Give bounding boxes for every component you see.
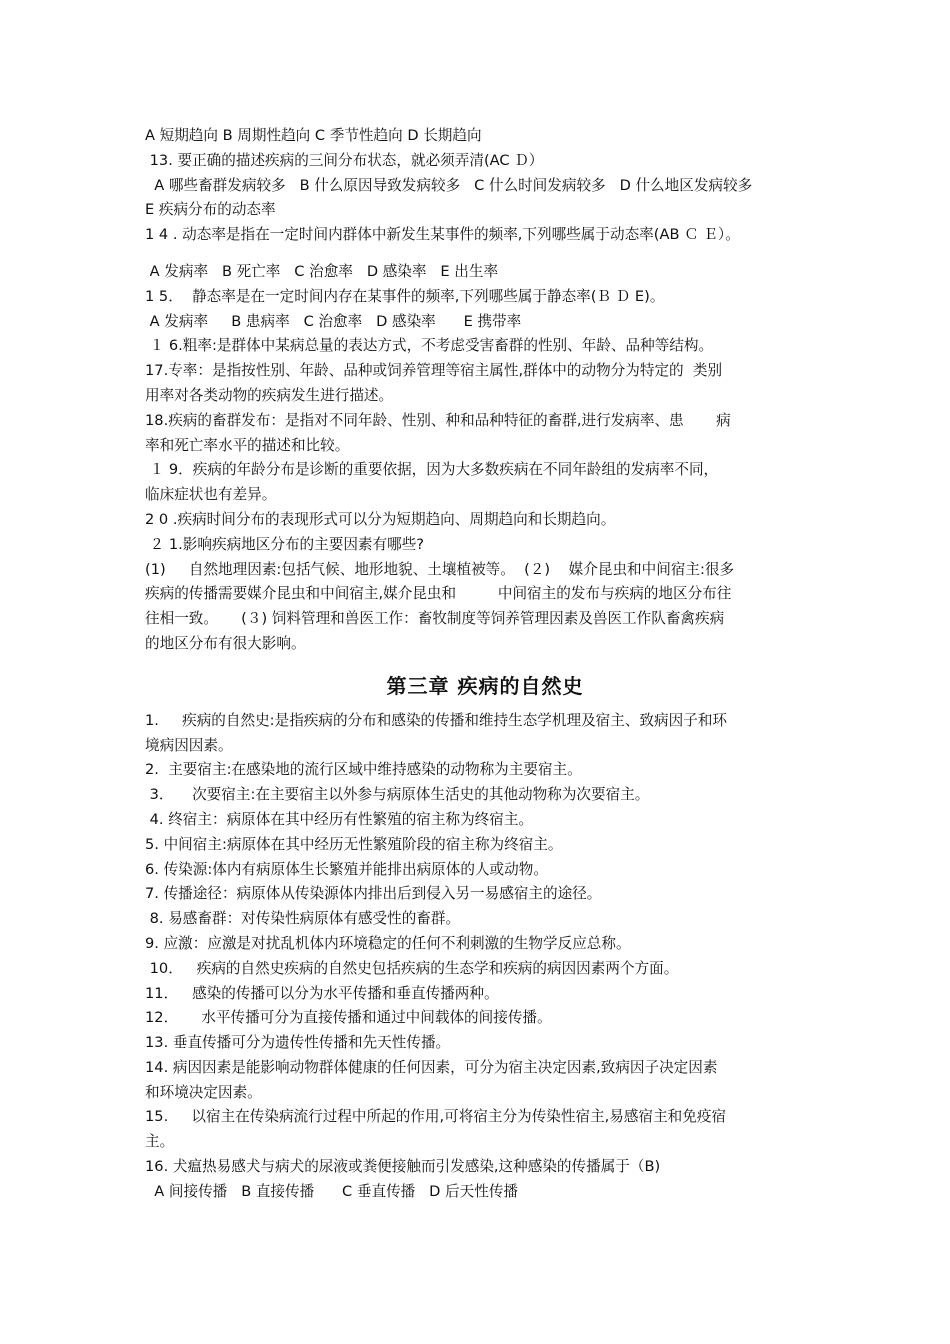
text-line: 13. 垂直传播可分为遗传性传播和先天性传播。 [145,1034,451,1052]
chapter-title: 第三章 疾病的自然史 [386,673,584,698]
text-line: 10． 疾病的自然史疾病的自然史包括疾病的生态学和疾病的病因因素两个方面。 [145,959,679,977]
text-line: 15. 以宿主在传染病流行过程中所起的作用,可将宿主分为传染性宿主,易感宿主和免疫宿 [145,1108,727,1126]
text-line: ２ 1.影响疾病地区分布的主要因素有哪些? [145,535,425,553]
text-line: 往相一致。 (３) 饲料管理和兽医工作：畜牧制度等饲养管理因素及兽医工作队畜禽疾病 [145,610,725,628]
text-line: １ 9．疾病的年龄分布是诊断的重要依据，因为大多数疾病在不同年龄组的发病率不同， [145,461,719,479]
text-line: 2. 主要宿主:在感染地的流行区域中维持感染的动物称为主要宿主。 [145,761,582,779]
text-line: 2 0 .疾病时间分布的表现形式可以分为短期趋向、周期趋向和长期趋向。 [145,510,616,528]
text-line: A 发病率 B 死亡率 C 治愈率 D 感染率 E 出生率 [145,262,499,280]
text-line: 和环境决定因素。 [145,1083,262,1101]
text-line: 3． 次要宿主:在主要宿主以外参与病原体生活史的其他动物称为次要宿主。 [145,786,650,804]
text-line: 5. 中间宿主:病原体在其中经历无性繁殖阶段的宿主称为终宿主。 [145,835,563,853]
text-line: 9. 应激：应激是对扰乱机体内环境稳定的任何不利刺激的生物学反应总称。 [145,934,631,952]
text-line: 4. 终宿主：病原体在其中经历有性繁殖的宿主称为终宿主。 [145,810,534,828]
text-line: A 短期趋向 B 周期性趋向 C 季节性趋向 D 长期趋向 [145,127,482,144]
text-line: A 发病率 B 患病率 C 治愈率 D 感染率 E 携带率 [145,312,522,330]
text-line: 主。 [145,1133,175,1151]
text-line: 1 4 . 动态率是指在一定时间内群体中新发生某事件的频率,下列哪些属于动态率(AB Ｃ Ｅ）。 [145,226,740,244]
text-line: 疾病的传播需要媒介昆虫和中间宿主,媒介昆虫和 中间宿主的发布与疾病的地区分布往 [145,585,732,603]
text-line: 8. 易感畜群：对传染性病原体有感受性的畜群。 [145,910,461,928]
text-line: (1) 自然地理因素:包括气候、地形地貌、土壤植被等。 (２) 媒介昆虫和中间宿主:很多 [145,560,735,578]
text-line: 1 5． 静态率是在一定时间内存在某事件的频率,下列哪些属于静态率(Ｂ Ｄ E)。 [145,287,665,305]
text-line: 1. 疾病的自然史:是指疾病的分布和感染的传播和维持生态学机理及宿主、致病因子和环 [145,711,728,729]
paragraph-gap [145,248,825,260]
text-line: 临床症状也有差异。 [145,486,277,504]
text-line: 14. 病因因素是能影响动物群体健康的任何因素，可分为宿主决定因素,致病因子决定因素 [145,1058,718,1076]
text-line: 11． 感染的传播可以分为水平传播和垂直传播两种。 [145,984,499,1002]
text-line: 7. 传播途径：病原体从传染源体内排出后到侵入另一易感宿主的途径。 [145,885,602,903]
text-line: 18.疾病的畜群发布：是指对不同年龄、性别、种和品种特征的畜群,进行发病率、患 病 [145,411,731,429]
text-line: 12． 水平传播可分为直接传播和通过中间载体的间接传播。 [145,1009,552,1027]
document-body [145,124,825,1205]
section-epidemiology-distribution [145,124,825,657]
text-line: 境病因因素。 [145,736,233,754]
text-line: 16. 犬瘟热易感犬与病犬的尿液或粪便接触而引发感染,这种感染的传播属于（B) [145,1158,661,1176]
section-natural-history [145,709,825,1205]
text-line: 17.专率：是指按性别、年龄、品种或饲养管理等宿主属性,群体中的动物分为特定的 类别 [145,362,723,380]
text-line: 率和死亡率水平的描述和比较。 [145,436,350,454]
text-line: 6. 传染源:体内有病原体生长繁殖并能排出病原体的人或动物。 [145,860,548,878]
text-line: A 间接传播 B 直接传播 C 垂直传播 D 后天性传播 [145,1182,519,1200]
text-line: 用率对各类动物的疾病发生进行描述。 [145,386,394,404]
text-line: E 疾病分布的动态率 [145,201,276,219]
text-line: 的地区分布有很大影响。 [145,634,306,652]
text-line: A 哪些畜群发病较多 B 什么原因导致发病较多 C 什么时间发病较多 D 什么地区发病较多 [145,176,753,194]
text-line: 13. 要正确的描述疾病的三间分布状态，就必须弄清(AC Ｄ） [145,151,544,169]
text-line: １ 6.粗率:是群体中某病总量的表达方式，不考虑受害畜群的性别、年龄、品种等结构。 [145,337,714,355]
